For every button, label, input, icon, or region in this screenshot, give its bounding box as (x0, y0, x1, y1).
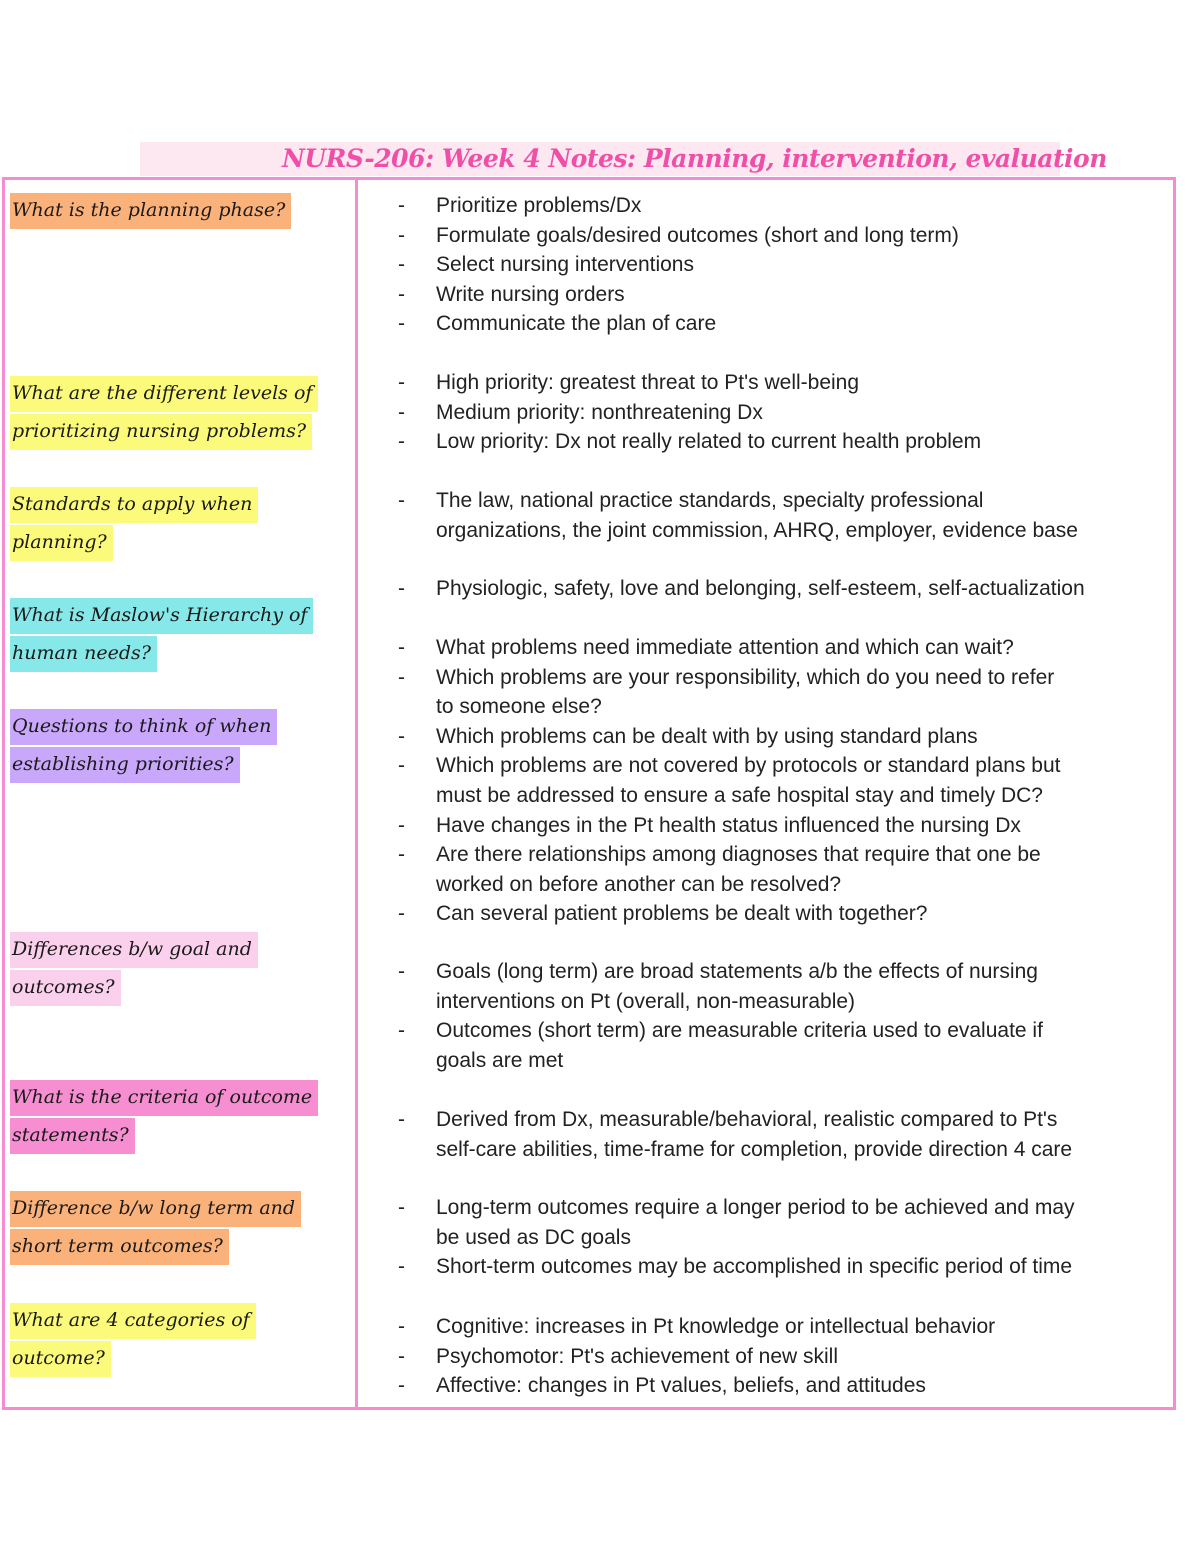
bullet-item: - Goals (long term) are broad statements a/b the effects of nursing (396, 957, 1171, 987)
question-line: outcomes? (10, 970, 121, 1006)
bullet-item: - High priority: greatest threat to Pt's well-being (396, 368, 1171, 398)
question-line: What is the planning phase? (10, 193, 291, 229)
answer-outcome-criteria (396, 1105, 1171, 1164)
bullet-dash: - (398, 253, 405, 277)
bullet-item: - Outcomes (short term) are measurable criteria used to evaluate if (396, 1016, 1171, 1046)
bullet-item: - Select nursing interventions (396, 250, 1171, 280)
bullet-item: - The law, national practice standards, specialty professional (396, 486, 1171, 516)
question-line: short term outcomes? (10, 1229, 229, 1265)
question-outcome-criteria (10, 1080, 318, 1156)
answer-planning-phase (396, 191, 1171, 339)
question-line: Differences b/w goal and (10, 932, 258, 968)
bullet-dash: - (398, 371, 405, 394)
bullet-item: - Psychomotor: Pt's achievement of new skill (396, 1342, 1171, 1372)
bullet-item: - Low priority: Dx not really related to current health problem (396, 427, 1171, 457)
bullet-dash: - (398, 312, 405, 336)
bullet-continuation: interventions on Pt (overall, non-measurable) (436, 989, 856, 1013)
bullet-item: - Cognitive: increases in Pt knowledge or intellectual behavior (396, 1312, 1171, 1342)
question-line: human needs? (10, 636, 157, 672)
bullet-dash: - (398, 1019, 405, 1043)
bullet-dash: - (398, 636, 405, 659)
bullet-continuation: organizations, the joint commission, AHRQ, employer, evidence base (436, 518, 1078, 542)
bullet-dash: - (398, 489, 405, 512)
bullet-item: - Which problems can be dealt with by using standard plans (396, 722, 1171, 752)
question-line: Difference b/w long term and (10, 1191, 301, 1227)
question-line: statements? (10, 1118, 135, 1154)
page-title: NURS-206: Week 4 Notes: Planning, intervention, evaluation (282, 144, 1107, 173)
bullet-item: - Short-term outcomes may be accomplished in specific period of time (396, 1252, 1171, 1282)
column-divider (355, 177, 358, 1410)
bullet-dash: - (398, 577, 405, 600)
bullet-item: - Physiologic, safety, love and belonging, self-esteem, self-actualization (396, 574, 1171, 604)
bullet-dash: - (398, 430, 405, 454)
bullet-dash: - (398, 1315, 405, 1338)
bullet-dash: - (398, 724, 405, 748)
question-priorities (10, 709, 277, 785)
bullet-item: - Which problems are not covered by protocols or standard plans but (396, 751, 1171, 781)
question-maslow (10, 598, 313, 674)
bullet-item: - Are there relationships among diagnoses that require that one be (396, 840, 1171, 870)
question-line: What are 4 categories of (10, 1303, 256, 1339)
bullet-dash: - (398, 1196, 405, 1219)
answer-long-vs-short (396, 1193, 1171, 1282)
question-priority-levels (10, 376, 318, 452)
bullet-item: - What problems need immediate attention and which can wait? (396, 633, 1171, 663)
bullet-dash: - (398, 902, 405, 926)
bullet-dash: - (398, 282, 405, 306)
answer-standards (396, 486, 1171, 545)
bullet-dash: - (398, 665, 405, 689)
bullet-dash: - (398, 1108, 405, 1131)
bullet-dash: - (398, 400, 405, 424)
answer-priority-levels (396, 368, 1171, 457)
answer-maslow (396, 574, 1171, 604)
question-line: What are the different levels of (10, 376, 318, 412)
question-line: Standards to apply when (10, 487, 258, 523)
question-outcome-categories (10, 1303, 256, 1379)
bullet-dash: - (398, 813, 405, 837)
bullet-dash: - (398, 960, 405, 983)
bullet-item: - Long-term outcomes require a longer period to be achieved and may (396, 1193, 1171, 1223)
bullet-dash: - (398, 754, 405, 778)
bullet-item: - Derived from Dx, measurable/behavioral, realistic compared to Pt's (396, 1105, 1171, 1135)
bullet-item: - Medium priority: nonthreatening Dx (396, 398, 1171, 428)
bullet-dash: - (398, 1255, 405, 1279)
answer-goal-vs-outcomes (396, 957, 1171, 1075)
question-long-vs-short (10, 1191, 301, 1267)
bullet-continuation: to someone else? (436, 695, 602, 719)
bullet-item: - Have changes in the Pt health status influenced the nursing Dx (396, 811, 1171, 841)
question-goal-vs-outcomes (10, 932, 258, 1008)
bullet-dash: - (398, 223, 405, 247)
bullet-item: - Prioritize problems/Dx (396, 191, 1171, 221)
question-planning-phase (10, 193, 291, 231)
question-standards (10, 487, 258, 563)
bullet-continuation: be used as DC goals (436, 1225, 631, 1249)
question-line: outcome? (10, 1341, 111, 1377)
question-line: What is the criteria of outcome (10, 1080, 318, 1116)
bullet-item: - Affective: changes in Pt values, beliefs, and attitudes (396, 1371, 1171, 1401)
bullet-dash: - (398, 1374, 405, 1398)
bullet-dash: - (398, 1344, 405, 1368)
bullet-item: - Formulate goals/desired outcomes (short and long term) (396, 221, 1171, 251)
question-line: What is Maslow's Hierarchy of (10, 598, 313, 634)
bullet-item: - Which problems are your responsibility, which do you need to refer (396, 663, 1171, 693)
answer-outcome-categories (396, 1312, 1171, 1401)
bullet-continuation: goals are met (436, 1048, 564, 1072)
question-line: establishing priorities? (10, 747, 240, 783)
question-line: planning? (10, 525, 113, 561)
bullet-item: - Communicate the plan of care (396, 309, 1171, 339)
bullet-dash: - (398, 843, 405, 867)
bullet-item: - Write nursing orders (396, 280, 1171, 310)
question-line: Questions to think of when (10, 709, 277, 745)
answer-priorities (396, 633, 1171, 929)
bullet-continuation: self-care abilities, time-frame for completion, provide direction 4 care (436, 1137, 1073, 1161)
bullet-continuation: must be addressed to ensure a safe hospital stay and timely DC? (436, 783, 1043, 807)
question-line: prioritizing nursing problems? (10, 414, 312, 450)
bullet-item: - Can several patient problems be dealt with together? (396, 899, 1171, 929)
bullet-continuation: worked on before another can be resolved? (436, 872, 842, 896)
bullet-dash: - (398, 194, 405, 217)
